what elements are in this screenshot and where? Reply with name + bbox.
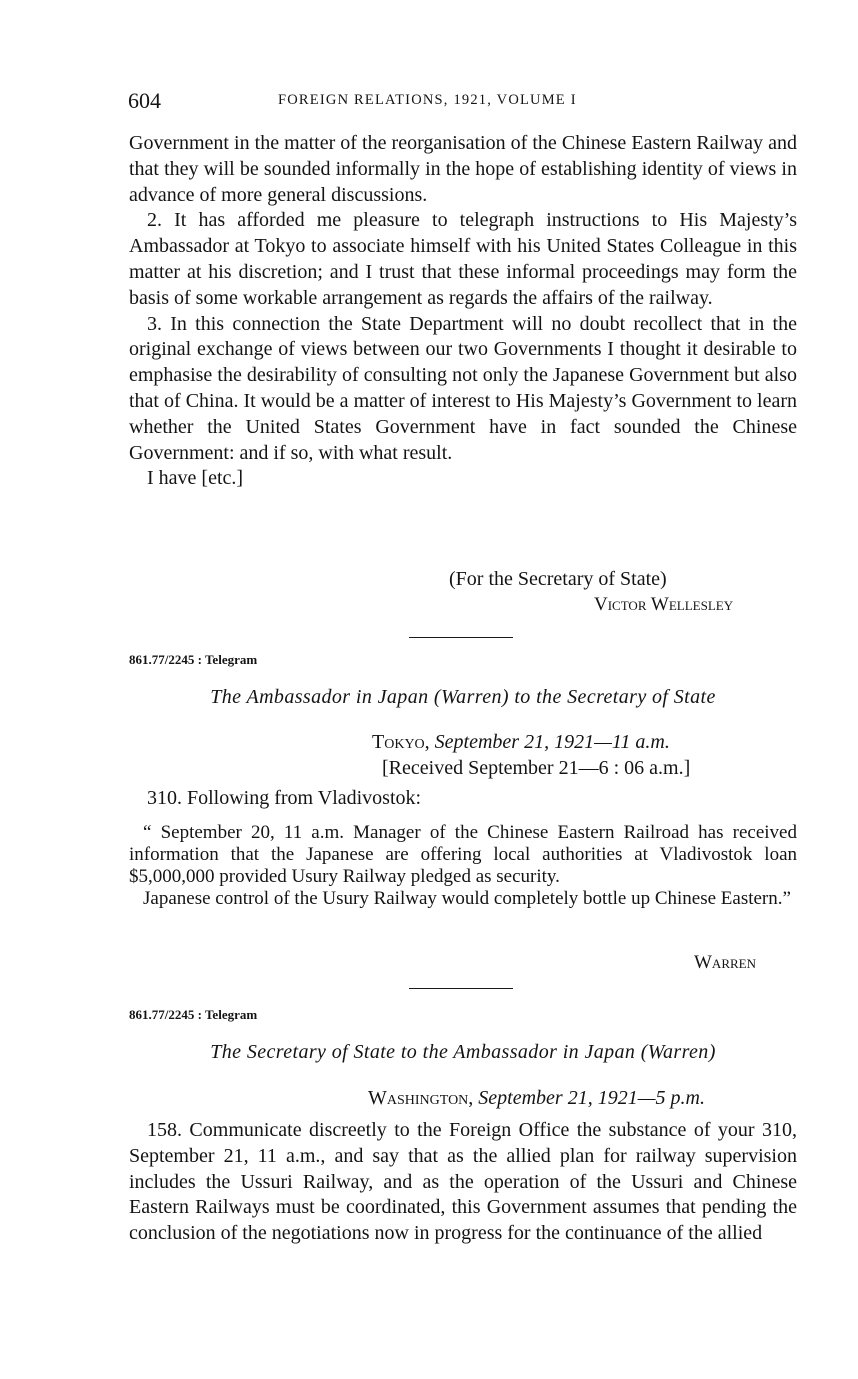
document-reference: 861.77/2245 : Telegram [129, 1007, 258, 1022]
section-divider [409, 637, 513, 638]
quoted-telegram [129, 822, 797, 910]
document-title: The Secretary of State to the Ambassador in Japan (Warren) [210, 1041, 716, 1063]
section-divider [409, 988, 513, 989]
dateline-place: Washington, [368, 1087, 474, 1109]
document-reference: 861.77/2245 : Telegram [129, 652, 258, 667]
page-number: 604 [128, 88, 161, 113]
dateline-date: September 21, 1921—11 a.m. [434, 731, 670, 753]
document-title: The Ambassador in Japan (Warren) to the Secretary of State [210, 686, 716, 708]
telegram-opening [129, 786, 797, 812]
telegram-paragraph: 158. Communicate discreetly to the Foreign Office the substance of your 310, September 21, 11 a.m., and say that as the allied plan for railway supervision includes the Ussuri Railway, and as the operation of the Ussuri and Chinese Eastern Railways must be coordinated, this Government assumes that pending the conclusion of the negotiations now in progress for the continuance of the allied [129, 1119, 797, 1245]
letter-closing: I have [etc.] [147, 467, 244, 490]
letter-paragraph: Government in the matter of the reorganisation of the Chinese Eastern Railway and that they will be sounded informally in the hope of establishing identity of views in advance of more general discussions. [129, 132, 797, 206]
dateline [372, 731, 670, 754]
letter-paragraph: 2. It has afforded me pleasure to telegraph instructions to His Majesty’s Ambassador at Tokyo to associate himself with his United States Colleague in this matter at his discretion; and I trust that these informal proceedings may form the basis of some workable arrangement as regards the affairs of the railway. [129, 209, 797, 309]
quote-paragraph: “ September 20, 11 a.m. Manager of the Chinese Eastern Railroad has received information that the Japanese are offering local authorities at Vladivostok loan $5,000,000 provided Usury Railway pledged as security. [129, 822, 797, 887]
page-header [128, 88, 796, 114]
telegram-body [129, 1118, 797, 1247]
dateline [368, 1087, 705, 1110]
signature-name: Warren [694, 952, 756, 973]
signature-name: Victor Wellesley [594, 594, 734, 615]
letter-paragraph: 3. In this connection the State Department will no doubt recollect that in the original exchange of views between our two Governments I thought it desirable to emphasise the desirability of consulting not only the Japanese Government but also that of China. It would be a matter of interest to His Majesty’s Government to learn whether the United States Government have in fact sounded the Chinese Government: and if so, with what result. [129, 312, 797, 464]
dateline-date: September 21, 1921—5 p.m. [478, 1087, 705, 1109]
telegram-opening-line: 310. Following from Vladivostok: [147, 787, 422, 809]
received-note: [Received September 21—6 : 06 a.m.] [382, 757, 691, 779]
letter-body [129, 131, 797, 492]
quote-paragraph: Japanese control of the Usury Railway would completely bottle up Chinese Eastern.” [143, 888, 791, 909]
dateline-place: Tokyo, [372, 731, 430, 753]
signature-line-for: (For the Secretary of State) [449, 568, 667, 590]
running-title: FOREIGN RELATIONS, 1921, VOLUME I [278, 92, 577, 108]
